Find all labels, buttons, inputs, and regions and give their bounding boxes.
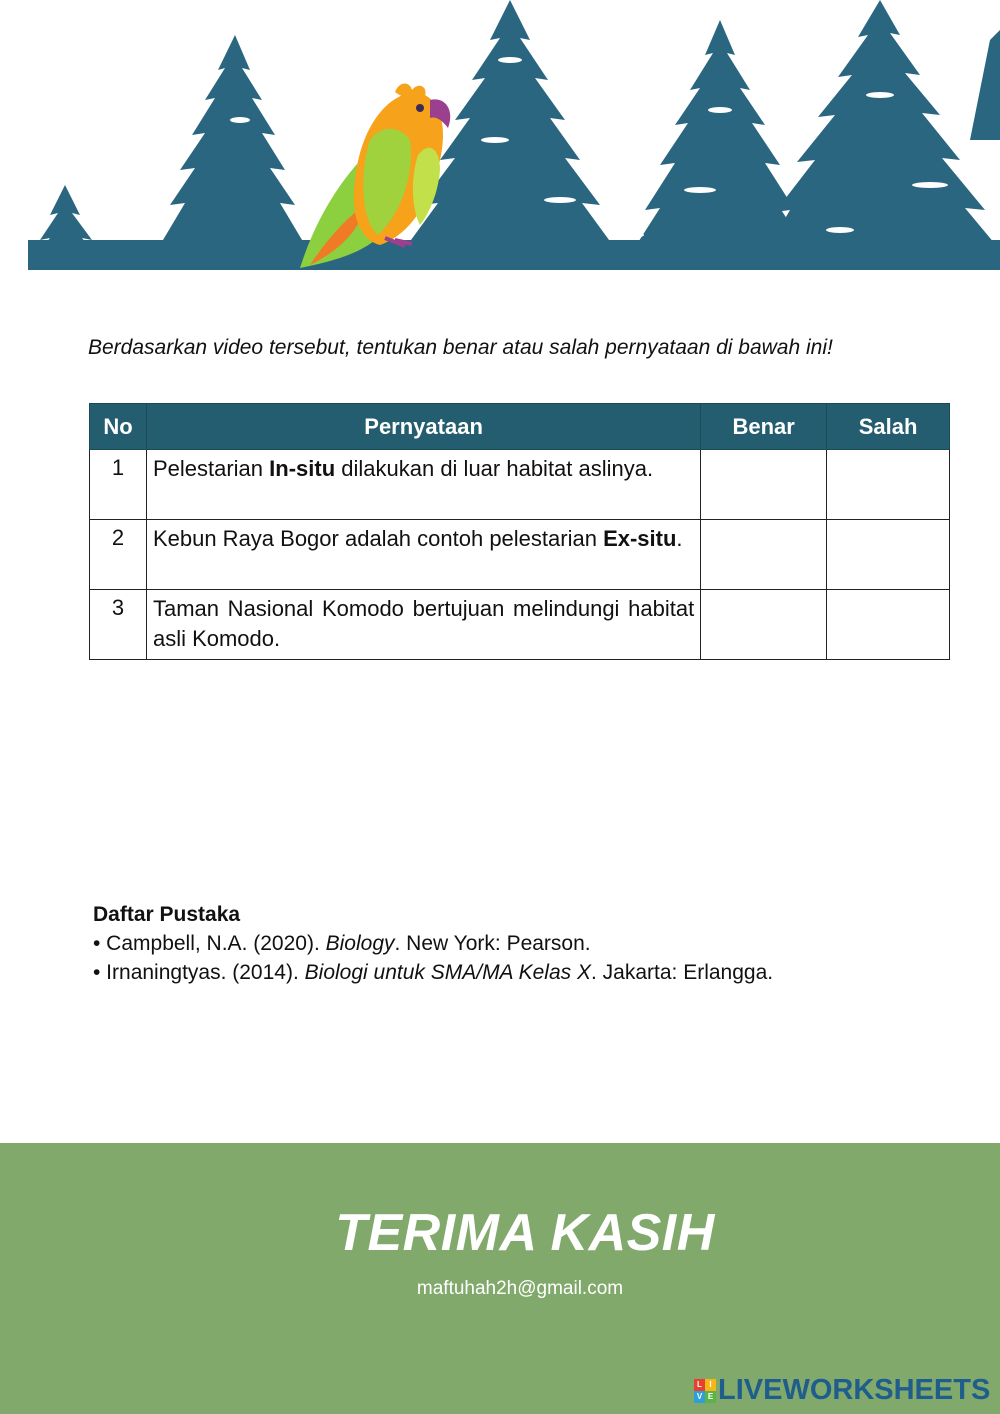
row-number: 1 [90, 450, 147, 520]
references-section [93, 900, 773, 987]
statement-text-part: dilakukan di luar habitat aslinya. [335, 456, 654, 481]
table-row [90, 450, 950, 520]
statement-text [146, 590, 700, 660]
pine-trees [28, 0, 1000, 270]
reference-text: . New York: Pearson. [394, 932, 591, 955]
answer-true-cell[interactable] [701, 450, 827, 520]
answer-false-cell[interactable] [827, 450, 950, 520]
table-header-row [90, 404, 950, 450]
statement-text-part: Taman Nasional Komodo bertujuan melindungi habitat asli Komodo. [152, 596, 695, 651]
reference-book-title: Biologi untuk SMA/MA Kelas X [304, 961, 591, 984]
badge-letter: L [694, 1379, 705, 1391]
statement-table [89, 403, 950, 660]
answer-false-cell[interactable] [827, 520, 950, 590]
row-number: 2 [90, 520, 147, 590]
reference-text: • Campbell, N.A. (2020). [93, 932, 326, 955]
reference-item [93, 958, 773, 987]
liveworksheets-logo [694, 1374, 990, 1407]
statement-text [146, 450, 700, 520]
statement-keyword: In-situ [269, 456, 336, 481]
answer-true-cell[interactable] [701, 520, 827, 590]
header-statement: Pernyataan [146, 404, 700, 450]
header-true: Benar [701, 404, 827, 450]
contact-email: maftuhah2h@gmail.com [416, 1278, 624, 1299]
table-row [90, 520, 950, 590]
answer-true-cell[interactable] [701, 590, 827, 660]
reference-text: • Irnaningtyas. (2014). [93, 961, 305, 984]
statement-text-part: . [676, 526, 683, 551]
table-row [90, 590, 950, 660]
reference-item [93, 929, 773, 958]
references-title: Daftar Pustaka [93, 903, 241, 926]
logo-badge-icon [694, 1379, 716, 1403]
thanks-heading: TERIMA KASIH [335, 1204, 715, 1262]
statement-text [146, 520, 700, 590]
row-number: 3 [90, 590, 147, 660]
statement-text-part: Kebun Raya Bogor adalah contoh pelestarian [152, 526, 604, 551]
header-false: Salah [827, 404, 950, 450]
badge-letter: E [705, 1391, 716, 1403]
reference-text: . Jakarta: Erlangga. [591, 961, 774, 984]
header-no: No [90, 404, 147, 450]
reference-book-title: Biology [325, 932, 395, 955]
answer-false-cell[interactable] [827, 590, 950, 660]
statement-keyword: Ex-situ [603, 526, 677, 551]
badge-letter: I [705, 1379, 716, 1391]
brand-name: LIVEWORKSHEETS [718, 1374, 991, 1406]
forest-parrot-illustration [0, 0, 1000, 275]
instruction-text: Berdasarkan video tersebut, tentukan benar atau salah pernyataan di bawah ini! [88, 336, 833, 359]
badge-letter: V [694, 1391, 705, 1403]
statement-text-part: Pelestarian [152, 456, 270, 481]
